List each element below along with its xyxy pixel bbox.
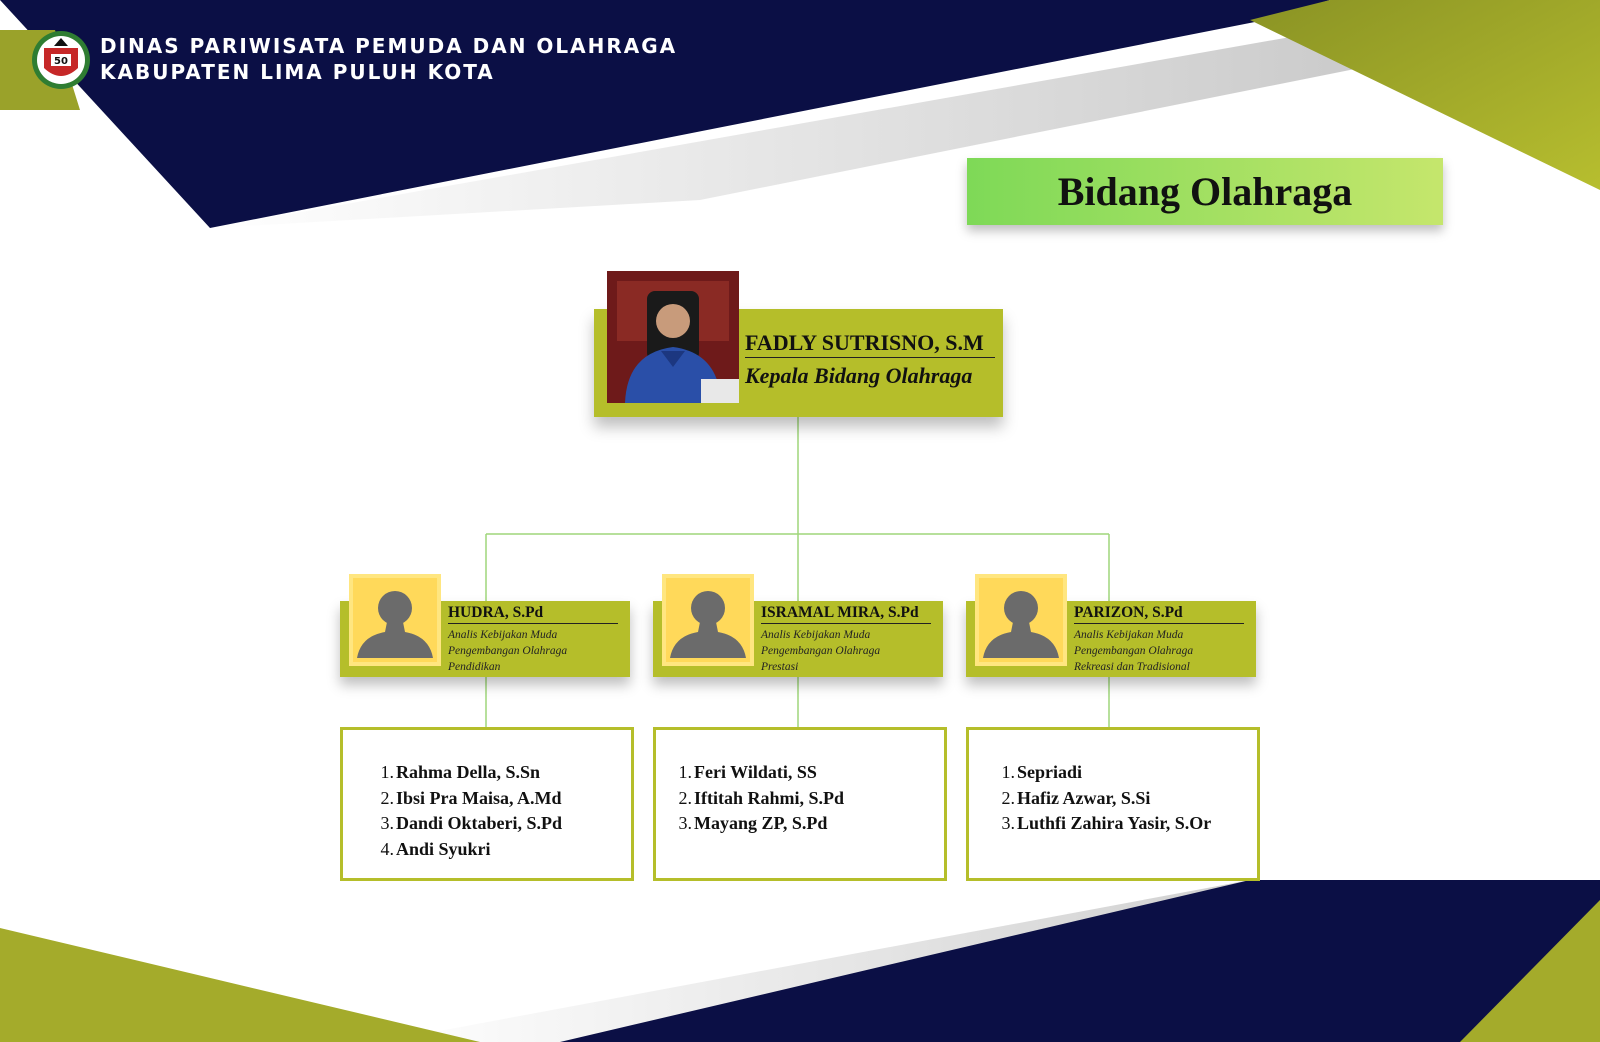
staff-list-1	[340, 727, 634, 881]
list-item: 2. Hafiz Azwar, S.Si	[1001, 787, 1151, 808]
list-item: 1. Feri Wildati, SS	[678, 762, 817, 782]
sub-role-line: Pendidikan	[448, 661, 501, 673]
head-name: FADLY SUTRISNO, S.M	[745, 330, 995, 358]
staff-list-3	[966, 727, 1260, 881]
sub-role-line: Pengembangan Olahraga	[1074, 645, 1194, 657]
person-avatar-icon	[349, 574, 441, 666]
list-item: 2. Iftitah Rahmi, S.Pd	[678, 787, 845, 808]
list-item: 4. Andi Syukri	[380, 838, 491, 859]
person-avatar-icon	[975, 574, 1067, 666]
list-item: 3. Dandi Oktaberi, S.Pd	[380, 813, 563, 833]
head-role: Kepala Bidang Olahraga	[745, 363, 973, 388]
sub-role	[448, 627, 628, 675]
sub-name: PARIZON, S.Pd	[1074, 604, 1244, 624]
person-avatar-icon	[662, 574, 754, 666]
list-item: 3. Mayang ZP, S.Pd	[678, 813, 828, 833]
sub-role-line: Analis Kebijakan Muda	[448, 629, 558, 641]
sub-role	[1074, 627, 1254, 675]
agency-name: DINAS PARIWISATA PEMUDA DAN OLAHRAGA	[100, 34, 678, 58]
staff-list-2	[653, 727, 947, 881]
sub-role-line: Analis Kebijakan Muda	[761, 629, 871, 641]
sub-role-line: Analis Kebijakan Muda	[1074, 629, 1184, 641]
sub-name: ISRAMAL MIRA, S.Pd	[761, 604, 931, 624]
page-title: Bidang Olahraga	[967, 158, 1443, 225]
sub-role-line: Pengembangan Olahraga	[761, 645, 881, 657]
list-item: 2. Ibsi Pra Maisa, A.Md	[380, 787, 562, 808]
sub-role-line: Prestasi	[761, 661, 799, 673]
list-item: 1. Sepriadi	[1001, 762, 1083, 782]
sub-role-line: Pengembangan Olahraga	[448, 645, 568, 657]
sub-name: HUDRA, S.Pd	[448, 604, 618, 624]
list-item: 3. Luthfi Zahira Yasir, S.Or	[1001, 813, 1212, 833]
agency-region: KABUPATEN LIMA PULUH KOTA	[100, 60, 495, 84]
list-item: 1. Rahma Della, S.Sn	[380, 762, 541, 782]
sub-role	[761, 627, 941, 675]
person-photo-icon	[607, 271, 739, 403]
svg-text:50: 50	[54, 56, 68, 67]
sub-role-line: Rekreasi dan Tradisional	[1074, 661, 1190, 673]
